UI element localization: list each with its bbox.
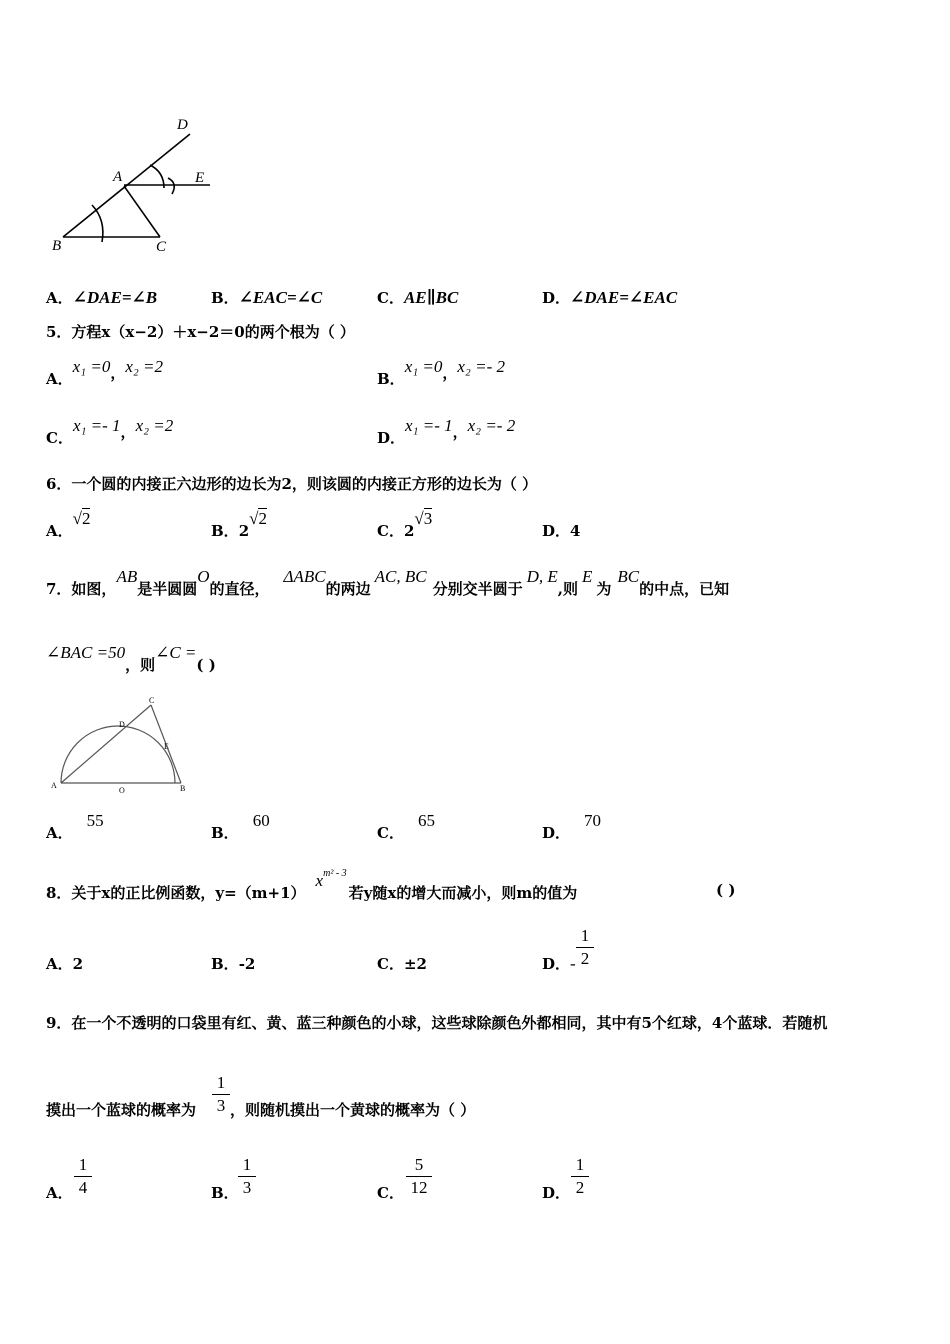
q8-option-d-fraction: 1 2	[576, 926, 594, 969]
q9-option-d-fraction[interactable]: 1 2	[571, 1155, 589, 1198]
label-o: O	[119, 786, 125, 795]
q9-option-c-fraction[interactable]: 5 12	[406, 1155, 432, 1198]
q5-stem: 5．方程x（x−2）＋x−2＝0的两个根为（ ）	[46, 323, 355, 341]
label-a: A	[51, 781, 57, 790]
label-d: D	[119, 720, 125, 729]
arc-e	[168, 178, 174, 194]
q5-option-c[interactable]: C．x₁ =- 1，x₂ =2	[46, 416, 174, 447]
q6-option-a[interactable]: A．√2	[46, 509, 91, 540]
label-a: A	[113, 169, 123, 185]
q9-stem-line2a: 摸出一个蓝球的概率为	[46, 1101, 197, 1119]
q7-stem-line2: ∠BAC =50，则∠C =( )	[46, 643, 216, 674]
q8-option-c[interactable]: C．±2	[377, 955, 427, 973]
label-e: E	[195, 170, 205, 186]
q4-option-d[interactable]: D．∠DAE=∠EAC	[542, 288, 678, 307]
q5-option-b[interactable]: B．x₁ =0，x₂ =- 2	[377, 357, 505, 388]
q9-stem-line2b: ，则随机摸出一个黄球的概率为（ ）	[230, 1101, 476, 1119]
sqrt-sign: √	[72, 509, 82, 528]
sqrt-sign: √	[414, 509, 424, 528]
q8-answer-paren: ( )	[716, 881, 736, 899]
q8-option-d-label[interactable]: D．-	[542, 954, 576, 973]
q6-option-c[interactable]: C．2√3	[377, 509, 433, 540]
q7-option-c[interactable]: C．65	[377, 811, 435, 842]
q5-option-d[interactable]: D．x₁ =- 1，x₂ =- 2	[377, 416, 516, 447]
line-ac	[124, 186, 160, 237]
q4-option-b[interactable]: B．∠EAC=∠C	[211, 288, 323, 307]
q4-figure	[40, 110, 230, 260]
label-b: B	[180, 784, 186, 793]
label-c: C	[149, 696, 155, 705]
q8-stem: 8．关于x的正比例函数，$y=(m+1)x^{m^2 - 3}$若y随x的增大而减小，则m的值为	[46, 867, 578, 902]
q7-stem-line1: 7．如图，AB是半圆圆O的直径，ΔABC的两边AC, BC分别交半圆于D, E,则E为BC的中点，已知	[46, 567, 730, 598]
q7-option-d[interactable]: D．70	[542, 811, 602, 842]
q6-option-d[interactable]: D．4	[542, 522, 581, 540]
q6-stem: 6．一个圆的内接正六边形的边长为2，则该圆的内接正方形的边长为（ ）	[46, 475, 538, 493]
label-e: E	[164, 742, 169, 751]
semicircle	[61, 726, 175, 783]
q9-option-a-fraction[interactable]: 1 4	[74, 1155, 92, 1198]
q8-option-b[interactable]: B．-2	[211, 955, 256, 973]
q4-option-c[interactable]: C．AE∥BC	[377, 288, 459, 307]
label-c: C	[156, 239, 167, 255]
q9-prob-fraction: 1 3	[212, 1073, 230, 1116]
q9-stem-line1: 9．在一个不透明的口袋里有红、黄、蓝三种颜色的小球，这些球除颜色外都相同，其中有5个红球，4个蓝球．若随机	[46, 1014, 828, 1032]
q8-option-a[interactable]: A．2	[46, 955, 84, 973]
q7-figure	[45, 695, 195, 800]
q9-option-b-fraction[interactable]: 1 3	[238, 1155, 256, 1198]
q9-option-a-label[interactable]: A．	[46, 1184, 73, 1202]
q7-option-a[interactable]: A．55	[46, 811, 104, 842]
q4-option-a[interactable]: A．∠DAE=∠B	[46, 288, 158, 307]
q5-option-a[interactable]: A．x₁ =0，x₂ =2	[46, 357, 164, 388]
q9-option-b-label[interactable]: B．	[211, 1184, 239, 1202]
label-b: B	[52, 238, 62, 254]
label-d: D	[177, 117, 188, 133]
q7-option-b[interactable]: B．60	[211, 811, 270, 842]
sqrt-sign: √	[249, 509, 259, 528]
q6-option-b[interactable]: B．2√2	[211, 509, 267, 540]
q9-option-c-label[interactable]: C．	[377, 1184, 404, 1202]
line-ac	[61, 705, 151, 783]
q9-option-d-label[interactable]: D．	[542, 1184, 571, 1202]
